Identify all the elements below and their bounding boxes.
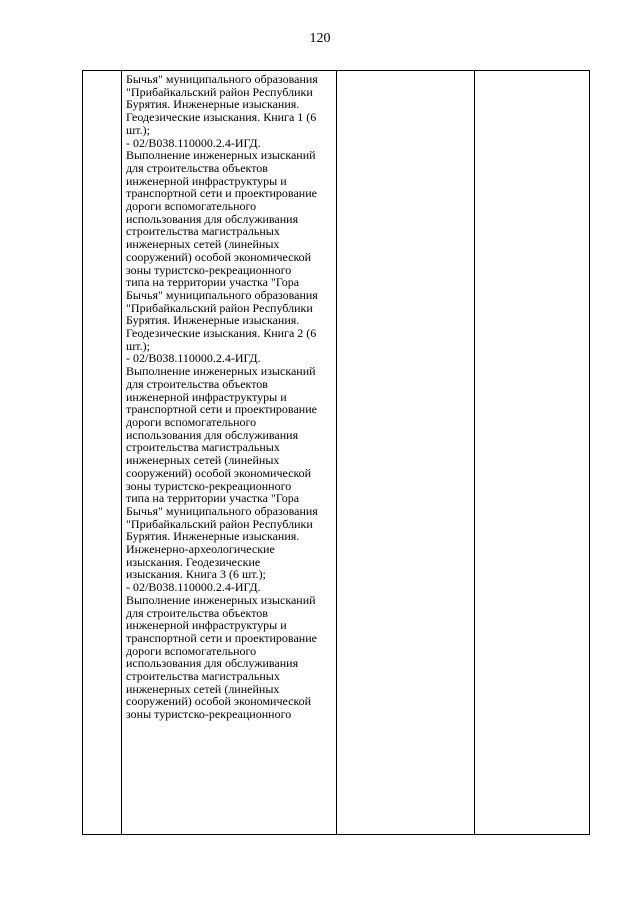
document-table (82, 70, 590, 835)
cell-column-3-text (337, 71, 474, 73)
page-number: 120 (309, 31, 331, 46)
table-cell-number (83, 71, 122, 835)
cell-number-text (83, 71, 121, 73)
cell-column-4-text (475, 71, 589, 73)
table-cell-description (122, 71, 337, 835)
table-cell-column-3 (337, 71, 475, 835)
table-row (83, 71, 590, 835)
cell-description-text: Бычья" муниципального образования "Прибайкальский район Республики Бурятия. Инженерные изыскания. Геодезические изыскания. Книга 1 (6 шт.); - 02/В038.110000.2.4-ИГД. Выполнение инженерных изысканий для строительства объектов инженерной инфраструктуры и транспортной сети и проектирование дороги вспомогательного использования для обслуживания строительства магистральных инженерных сетей (линейных сооружений) особой экономической зоны туристско-рекреационного типа на территории участка "Гора Бычья" муниципального образования "Прибайкальский район Республики Бурятия. Инженерные изыскания. Геодезические изыскания. Книга 2 (6 шт.); - 02/В038.110000.2.4-ИГД. Выполнение инженерных изысканий для строительства объектов инженерной инфраструктуры и транспортной сети и проектирование дороги вспомогательного использования для обслуживания строительства магистральных инженерных сетей (линейных сооружений) особой экономической зоны туристско-рекреационного типа на территории участка "Гора Бычья" муниципального образования "Прибайкальский район Республики Бурятия. Инженерные изыскания. Инженерно-археологические изыскания. Геодезические изыскания. Книга 3 (6 шт.); - 02/В038.110000.2.4-ИГД. Выполнение инженерных изысканий для строительства объектов инженерной инфраструктуры и транспортной сети и проектирование дороги вспомогательного использования для обслуживания строительства магистральных инженерных сетей (линейных сооружений) особой экономической зоны туристско-рекреационного (126, 72, 318, 721)
table-cell-column-4 (475, 71, 590, 835)
